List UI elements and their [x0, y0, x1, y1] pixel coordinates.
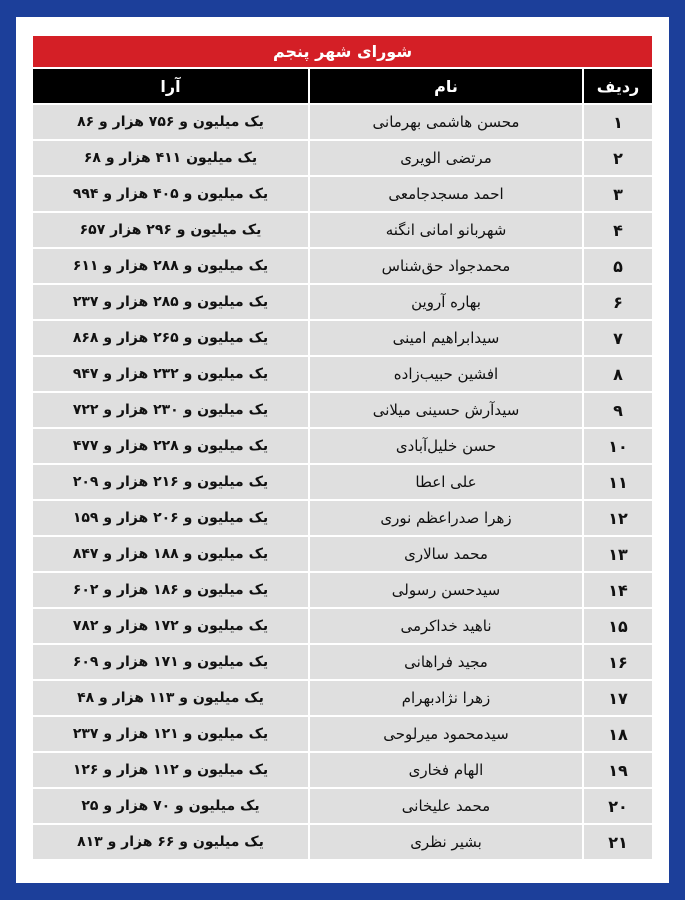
table-header-row [33, 69, 652, 103]
votes-cell: یک میلیون و ۱۸۶ هزار و ۶۰۲ [33, 573, 308, 607]
name-cell: مرتضی الویری [310, 141, 582, 175]
table-row [33, 177, 652, 211]
header-votes: آرا [33, 69, 308, 103]
header-rank: ردیف [584, 69, 652, 103]
rank-cell: ۲۰ [584, 789, 652, 823]
table-row [33, 537, 652, 571]
votes-cell: یک میلیون و ۱۲۱ هزار و ۲۳۷ [33, 717, 308, 751]
votes-cell: یک میلیون و ۶۶ هزار و ۸۱۳ [33, 825, 308, 859]
name-cell: محسن هاشمی بهرمانی [310, 105, 582, 139]
votes-cell: یک میلیون و ۱۸۸ هزار و ۸۴۷ [33, 537, 308, 571]
votes-cell: یک میلیون و ۷۰ هزار و ۲۵ [33, 789, 308, 823]
votes-cell: یک میلیون و ۲۸۸ هزار و ۶۱۱ [33, 249, 308, 283]
table-row [33, 645, 652, 679]
name-cell: مجید فراهانی [310, 645, 582, 679]
table-body [33, 105, 652, 859]
table-row [33, 357, 652, 391]
name-cell: زهرا صدراعظم نوری [310, 501, 582, 535]
name-cell: شهربانو امانی انگنه [310, 213, 582, 247]
votes-cell: یک میلیون و ۴۰۵ هزار و ۹۹۴ [33, 177, 308, 211]
table-row [33, 321, 652, 355]
votes-cell: یک میلیون و ۲۶۵ هزار و ۸۶۸ [33, 321, 308, 355]
rank-cell: ۱۴ [584, 573, 652, 607]
votes-cell: یک میلیون و ۲۹۶ هزار ۶۵۷ [33, 213, 308, 247]
name-cell: افشین حبیب‌زاده [310, 357, 582, 391]
votes-cell: یک میلیون ۴۱۱ هزار و ۶۸ [33, 141, 308, 175]
header-name: نام [310, 69, 582, 103]
votes-cell: یک میلیون و ۲۳۲ هزار و ۹۴۷ [33, 357, 308, 391]
votes-cell: یک میلیون و ۱۱۳ هزار و ۴۸ [33, 681, 308, 715]
table-row [33, 717, 652, 751]
table-row [33, 213, 652, 247]
rank-cell: ۱۱ [584, 465, 652, 499]
name-cell: سیدآرش حسینی میلانی [310, 393, 582, 427]
name-cell: علی اعطا [310, 465, 582, 499]
page-frame [16, 17, 669, 883]
table-row [33, 465, 652, 499]
name-cell: احمد مسجدجامعی [310, 177, 582, 211]
votes-cell: یک میلیون و ۷۵۶ هزار و ۸۶ [33, 105, 308, 139]
table-row [33, 393, 652, 427]
votes-cell: یک میلیون و ۲۳۰ هزار و ۷۲۲ [33, 393, 308, 427]
rank-cell: ۸ [584, 357, 652, 391]
rank-cell: ۹ [584, 393, 652, 427]
rank-cell: ۱۳ [584, 537, 652, 571]
results-table [33, 36, 652, 861]
rank-cell: ۶ [584, 285, 652, 319]
table-row [33, 501, 652, 535]
votes-cell: یک میلیون و ۲۲۸ هزار و ۴۷۷ [33, 429, 308, 463]
rank-cell: ۱۸ [584, 717, 652, 751]
table-row [33, 753, 652, 787]
name-cell: سیدمحمود میرلوحی [310, 717, 582, 751]
rank-cell: ۵ [584, 249, 652, 283]
votes-cell: یک میلیون و ۱۷۱ هزار و ۶۰۹ [33, 645, 308, 679]
votes-cell: یک میلیون و ۲۱۶ هزار و ۲۰۹ [33, 465, 308, 499]
name-cell: حسن خلیل‌آبادی [310, 429, 582, 463]
name-cell: محمد علیخانی [310, 789, 582, 823]
rank-cell: ۱۶ [584, 645, 652, 679]
name-cell: بهاره آروین [310, 285, 582, 319]
name-cell: بشیر نظری [310, 825, 582, 859]
table-row [33, 141, 652, 175]
rank-cell: ۱۷ [584, 681, 652, 715]
table-row [33, 609, 652, 643]
votes-cell: یک میلیون و ۲۸۵ هزار و ۲۳۷ [33, 285, 308, 319]
name-cell: سیدابراهیم امینی [310, 321, 582, 355]
name-cell: الهام فخاری [310, 753, 582, 787]
table-row [33, 825, 652, 859]
name-cell: محمدجواد حق‌شناس [310, 249, 582, 283]
rank-cell: ۱۵ [584, 609, 652, 643]
votes-cell: یک میلیون و ۱۷۲ هزار و ۷۸۲ [33, 609, 308, 643]
table-row [33, 681, 652, 715]
rank-cell: ۱۲ [584, 501, 652, 535]
votes-cell: یک میلیون و ۲۰۶ هزار و ۱۵۹ [33, 501, 308, 535]
name-cell: محمد سالاری [310, 537, 582, 571]
name-cell: ناهید خداکرمی [310, 609, 582, 643]
table-title: شورای شهر پنجم [33, 36, 652, 69]
rank-cell: ۲ [584, 141, 652, 175]
table-row [33, 789, 652, 823]
table-row [33, 285, 652, 319]
table-row [33, 249, 652, 283]
rank-cell: ۱۰ [584, 429, 652, 463]
name-cell: سیدحسن رسولی [310, 573, 582, 607]
votes-cell: یک میلیون و ۱۱۲ هزار و ۱۲۶ [33, 753, 308, 787]
rank-cell: ۷ [584, 321, 652, 355]
rank-cell: ۱ [584, 105, 652, 139]
rank-cell: ۴ [584, 213, 652, 247]
rank-cell: ۱۹ [584, 753, 652, 787]
rank-cell: ۳ [584, 177, 652, 211]
table-row [33, 429, 652, 463]
table-row [33, 573, 652, 607]
table-row [33, 105, 652, 139]
name-cell: زهرا نژادبهرام [310, 681, 582, 715]
rank-cell: ۲۱ [584, 825, 652, 859]
